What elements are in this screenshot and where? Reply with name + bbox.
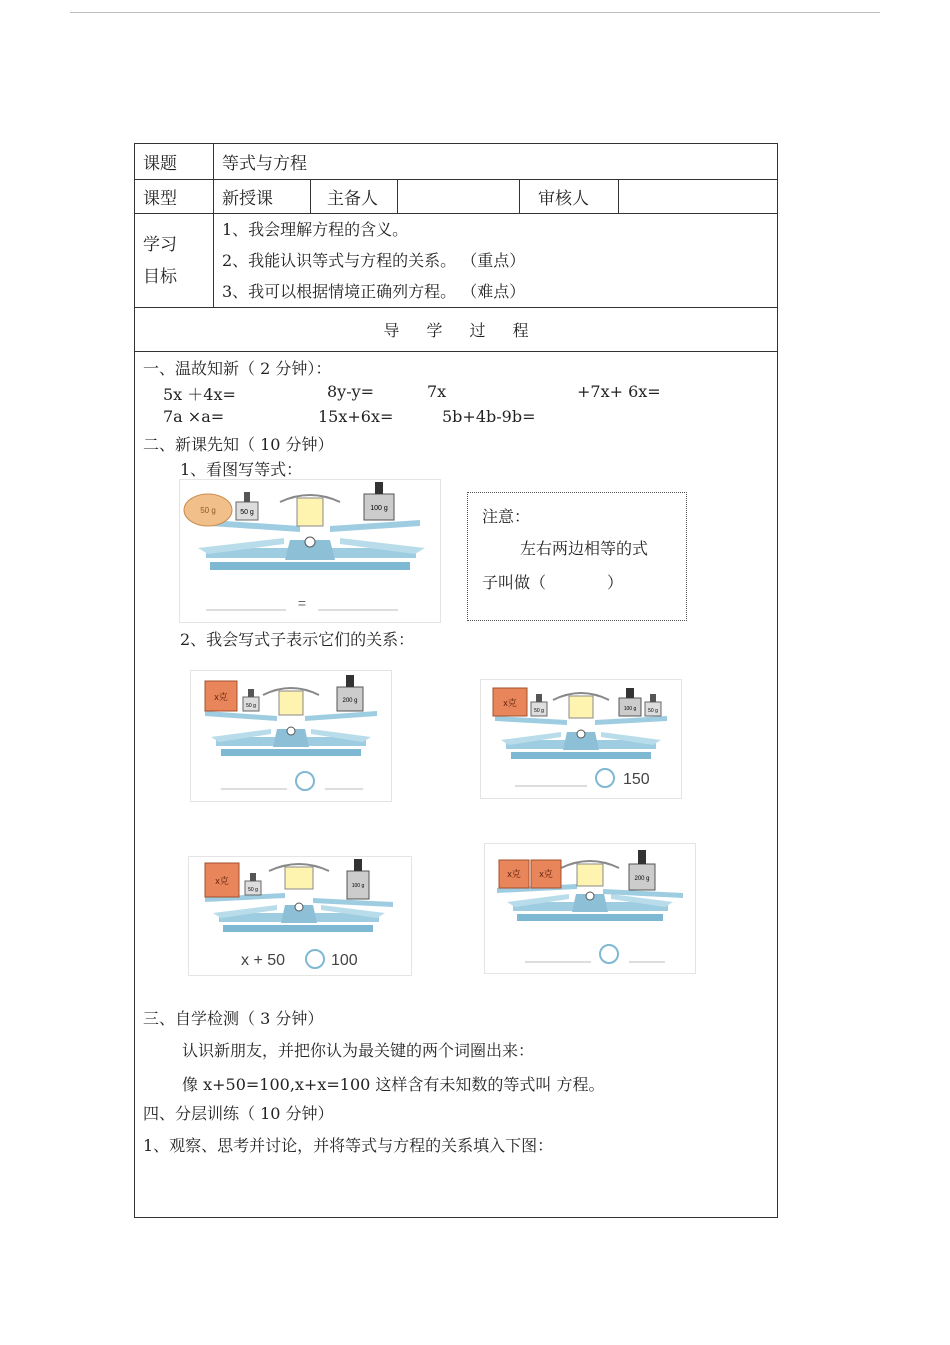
balance-image-2	[190, 670, 392, 802]
goal-item: 3、我可以根据情境正确列方程。 （难点）	[222, 282, 526, 301]
preparer-label: 主备人	[311, 180, 398, 214]
balance-image-5	[484, 843, 696, 974]
reviewer-value	[619, 180, 778, 214]
answer-circle	[596, 769, 614, 787]
exercise-item: 7a ×a=	[163, 407, 225, 426]
weight-label: 200 g	[634, 876, 650, 882]
section2-title: 二、新课先知（ 10 分钟）	[143, 435, 334, 454]
balance-image-4	[188, 856, 412, 976]
balance-scale-illustration	[180, 480, 440, 622]
section4-question-1: 1、观察、思考并讨论，并将等式与方程的关系填入下图：	[143, 1136, 554, 1155]
section3-title: 三、自学检测（ 3 分钟）	[143, 1009, 324, 1028]
section4-title: 四、分层训练（ 10 分钟）	[143, 1104, 334, 1123]
balance-egg-image	[179, 479, 441, 623]
weight-label: 100 g	[351, 883, 365, 889]
unknown-box-label: x克	[539, 869, 553, 879]
balance-scale-illustration	[189, 857, 411, 975]
weight-label: 50 g	[248, 887, 258, 893]
note-title: 注意：	[482, 507, 531, 526]
exercise-item: 15x+6x=	[318, 407, 394, 426]
equals-sign: =	[297, 595, 307, 611]
unknown-box-label: x克	[503, 698, 517, 708]
weight-label: 50 g	[200, 506, 216, 515]
balance-scale-illustration	[485, 844, 695, 973]
section3-definition: 像 x+50=100,x+x=100 这样含有未知数的等式叫 方程。	[182, 1075, 605, 1094]
type-value: 新授课	[214, 180, 311, 214]
goals-list	[214, 214, 778, 308]
note-line: 子叫做（ ）	[482, 573, 624, 592]
answer-circle	[600, 945, 618, 963]
unknown-box-label: x克	[507, 869, 521, 879]
lesson-header-table	[134, 143, 778, 352]
balance-scale-illustration	[191, 671, 391, 801]
unknown-box-label: x克	[214, 692, 228, 702]
balance-image-3	[480, 679, 682, 799]
preparer-value	[398, 180, 520, 214]
section1-title: 一、温故知新（ 2 分钟）：	[143, 359, 332, 378]
exercise-item: 7x	[427, 382, 447, 401]
weight-label: 50 g	[240, 509, 254, 516]
left-expression: x + 50	[241, 952, 286, 969]
exercise-item: 8y-y=	[327, 382, 375, 401]
exercise-item: +7x+ 6x=	[577, 382, 661, 401]
topic-value: 等式与方程	[214, 144, 778, 180]
goal-item: 1、我会理解方程的含义。	[222, 220, 409, 239]
topic-label: 课题	[135, 144, 214, 180]
answer-circle	[306, 950, 324, 968]
question-2-label: 2、我会写式子表示它们的关系：	[180, 630, 415, 649]
unknown-box-label: x克	[215, 876, 229, 886]
question-1-label: 1、看图写等式：	[180, 460, 303, 479]
weight-label: 200 g	[342, 698, 358, 704]
process-title: 导 学 过 程	[135, 308, 778, 352]
weight-label: 50 g	[648, 708, 658, 714]
weight-label: 50 g	[246, 703, 256, 709]
goal-item: 2、我能认识等式与方程的关系。 （重点）	[222, 251, 526, 270]
balance-scale-illustration	[481, 680, 681, 798]
right-value: 100	[331, 952, 358, 969]
goals-label: 学习 目标	[135, 214, 214, 308]
exercise-item: 5x ＋4x=	[163, 385, 236, 404]
section3-instruction: 认识新朋友，并把你认为最关键的两个词圈出来：	[182, 1041, 535, 1060]
right-value: 150	[623, 771, 650, 788]
weight-label: 100 g	[623, 706, 637, 712]
exercise-item: 5b+4b-9b=	[442, 407, 536, 426]
reviewer-label: 审核人	[520, 180, 619, 214]
answer-circle	[296, 772, 314, 790]
type-label: 课型	[135, 180, 214, 214]
weight-label: 100 g	[370, 505, 388, 512]
weight-label: 50 g	[534, 708, 544, 714]
page-top-rule	[70, 12, 880, 13]
note-line: 左右两边相等的式	[520, 539, 649, 558]
